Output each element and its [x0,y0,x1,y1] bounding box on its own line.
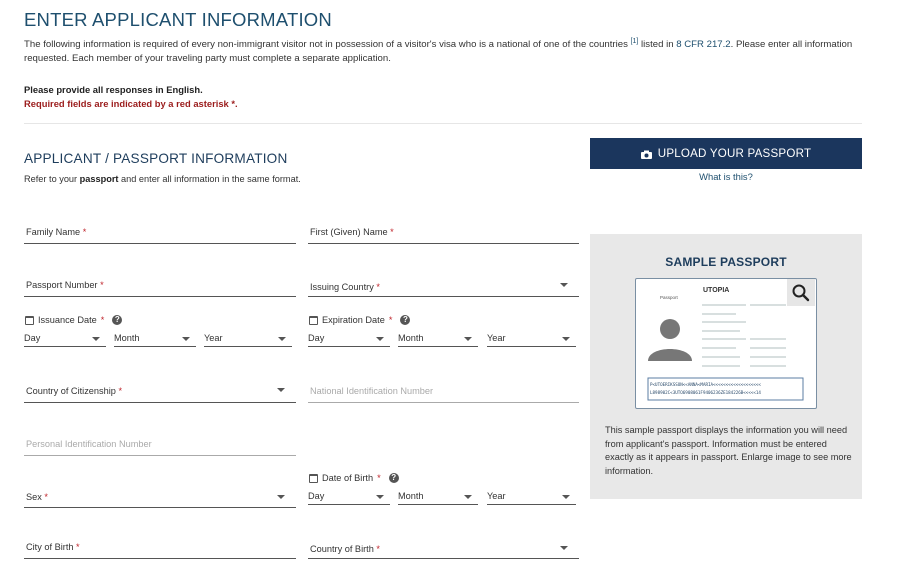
cfr-link[interactable]: 8 CFR 217.2 [676,39,731,51]
required-asterisk: * [118,386,123,396]
search-icon [787,279,815,306]
chevron-down-icon [464,495,472,499]
help-icon[interactable]: ? [389,473,399,483]
required-asterisk: * [388,315,393,325]
year-label: Year [487,333,506,343]
month-label: Month [114,333,140,343]
chevron-down-icon [464,337,472,341]
required-asterisk: * [376,544,380,554]
footnote-link[interactable]: [1] [630,38,639,45]
refer-post: and enter all information in the same format. [118,174,301,184]
chevron-down-icon [277,388,285,392]
family-name-text: Family Name [26,227,81,237]
intro-part2: listed in [641,39,674,51]
issuing-country-text: Issuing Country [310,282,374,292]
dob-month-select[interactable] [398,489,478,505]
day-label: Day [24,333,41,343]
chevron-down-icon [376,337,384,341]
dob-year-select[interactable] [487,489,576,505]
required-note: Required fields are indicated by a red asterisk *. [24,98,238,109]
chevron-down-icon [277,495,285,499]
issuance-day-select[interactable] [24,331,106,347]
intro-text [24,35,864,66]
passport-word: Passport [660,295,678,300]
personal-id-placeholder: Personal Identification Number [26,439,152,449]
refer-pre: Refer to your [24,174,80,184]
what-is-this-link[interactable]: What is this? [699,171,753,182]
country-of-citizenship-select[interactable] [24,383,296,403]
passport-country: UTOPIA [703,287,730,294]
day-label: Day [308,491,325,501]
citizenship-label [26,386,122,396]
month-label: Month [398,333,424,343]
month-label: Month [398,491,424,501]
issuing-country-label [310,282,380,292]
expiration-month-select[interactable] [398,331,478,347]
personal-id-input[interactable] [24,436,296,456]
country-of-birth-select[interactable] [308,539,579,559]
expiration-year-select[interactable] [487,331,576,347]
sample-passport-image[interactable] [635,278,817,409]
chevron-down-icon [182,337,190,341]
divider [24,123,862,124]
chevron-down-icon [562,337,570,341]
refer-text [24,174,301,184]
mrz-line-1: P<UTOERIKSSON<<ANNA<MARIA<<<<<<<<<<<<<<<<<<< [650,382,761,387]
date-of-birth-label [309,473,399,483]
help-icon[interactable]: ? [400,315,410,325]
expiration-date-label [309,315,410,325]
sample-passport-title: SAMPLE PASSPORT [665,255,787,269]
mrz-line-2: L898902C<3UTO6908061F9406236ZE184226B<<<<<14 [650,390,761,395]
help-icon[interactable]: ? [112,315,122,325]
first-name-input[interactable] [308,224,579,244]
issuance-date-label [25,315,122,325]
family-name-label [26,227,86,237]
national-id-input[interactable] [308,383,579,403]
country-of-birth-text: Country of Birth [310,544,374,554]
sex-label [26,492,48,502]
city-of-birth-text: City of Birth [26,542,74,552]
intro-part3: . Please enter all information requested. Each member of your traveling party must complete a separate application. [24,39,853,65]
first-name-text: First (Given) Name [310,227,388,237]
required-asterisk: * [377,473,381,483]
chevron-down-icon [560,283,568,287]
issuing-country-select[interactable] [308,277,579,297]
sex-text: Sex [26,492,42,502]
page-title: ENTER APPLICANT INFORMATION [24,9,332,30]
chevron-down-icon [92,337,100,341]
passport-number-label [26,280,104,290]
english-note: Please provide all responses in English. [24,84,203,95]
day-label: Day [308,333,325,343]
calendar-icon [309,316,318,325]
required-asterisk: * [76,542,80,552]
zoom-button[interactable] [787,279,815,306]
chevron-down-icon [376,495,384,499]
refer-bold: passport [79,174,119,184]
citizenship-text: Country of Citizenship [26,386,116,396]
required-asterisk: * [376,282,380,292]
sex-select[interactable] [24,488,296,508]
upload-passport-label: UPLOAD YOUR PASSPORT [657,147,812,160]
expiration-day-select[interactable] [308,331,390,347]
expiration-date-text: Expiration Date [322,315,385,325]
intro-part1: The following information is required of every non-immigrant visitor not in possession of a visitor's visa who is a national of one of the countries [24,39,628,51]
required-asterisk: * [82,227,87,237]
city-of-birth-input[interactable] [24,539,296,559]
first-name-label [310,227,394,237]
required-asterisk: * [100,280,104,290]
issuance-year-select[interactable] [204,331,292,347]
required-asterisk: * [44,492,48,502]
issuance-date-text: Issuance Date [38,315,97,325]
year-label: Year [204,333,223,343]
section-title: APPLICANT / PASSPORT INFORMATION [24,151,288,166]
required-asterisk: * [390,227,394,237]
year-label: Year [487,491,506,501]
national-id-placeholder: National Identification Number [310,386,434,396]
issuance-month-select[interactable] [114,331,196,347]
calendar-icon [25,316,34,325]
camera-icon [641,149,652,158]
dob-text: Date of Birth [322,473,374,483]
family-name-input[interactable] [24,224,296,244]
chevron-down-icon [562,495,570,499]
calendar-icon [309,474,318,483]
dob-day-select[interactable] [308,489,390,505]
passport-number-text: Passport Number [26,280,98,290]
sample-passport-panel [590,234,862,499]
passport-mrz [650,381,802,397]
chevron-down-icon [560,546,568,550]
passport-number-input[interactable] [24,277,296,297]
chevron-down-icon [278,337,286,341]
upload-passport-button[interactable] [590,138,862,169]
sample-passport-description: This sample passport displays the information you will need from applicant's passport. Information must be entered exactly as it appears in passport. Enlarge image to see more information. [605,425,852,476]
country-of-birth-label [310,544,380,554]
required-asterisk: * [100,315,105,325]
city-of-birth-label [26,542,80,552]
